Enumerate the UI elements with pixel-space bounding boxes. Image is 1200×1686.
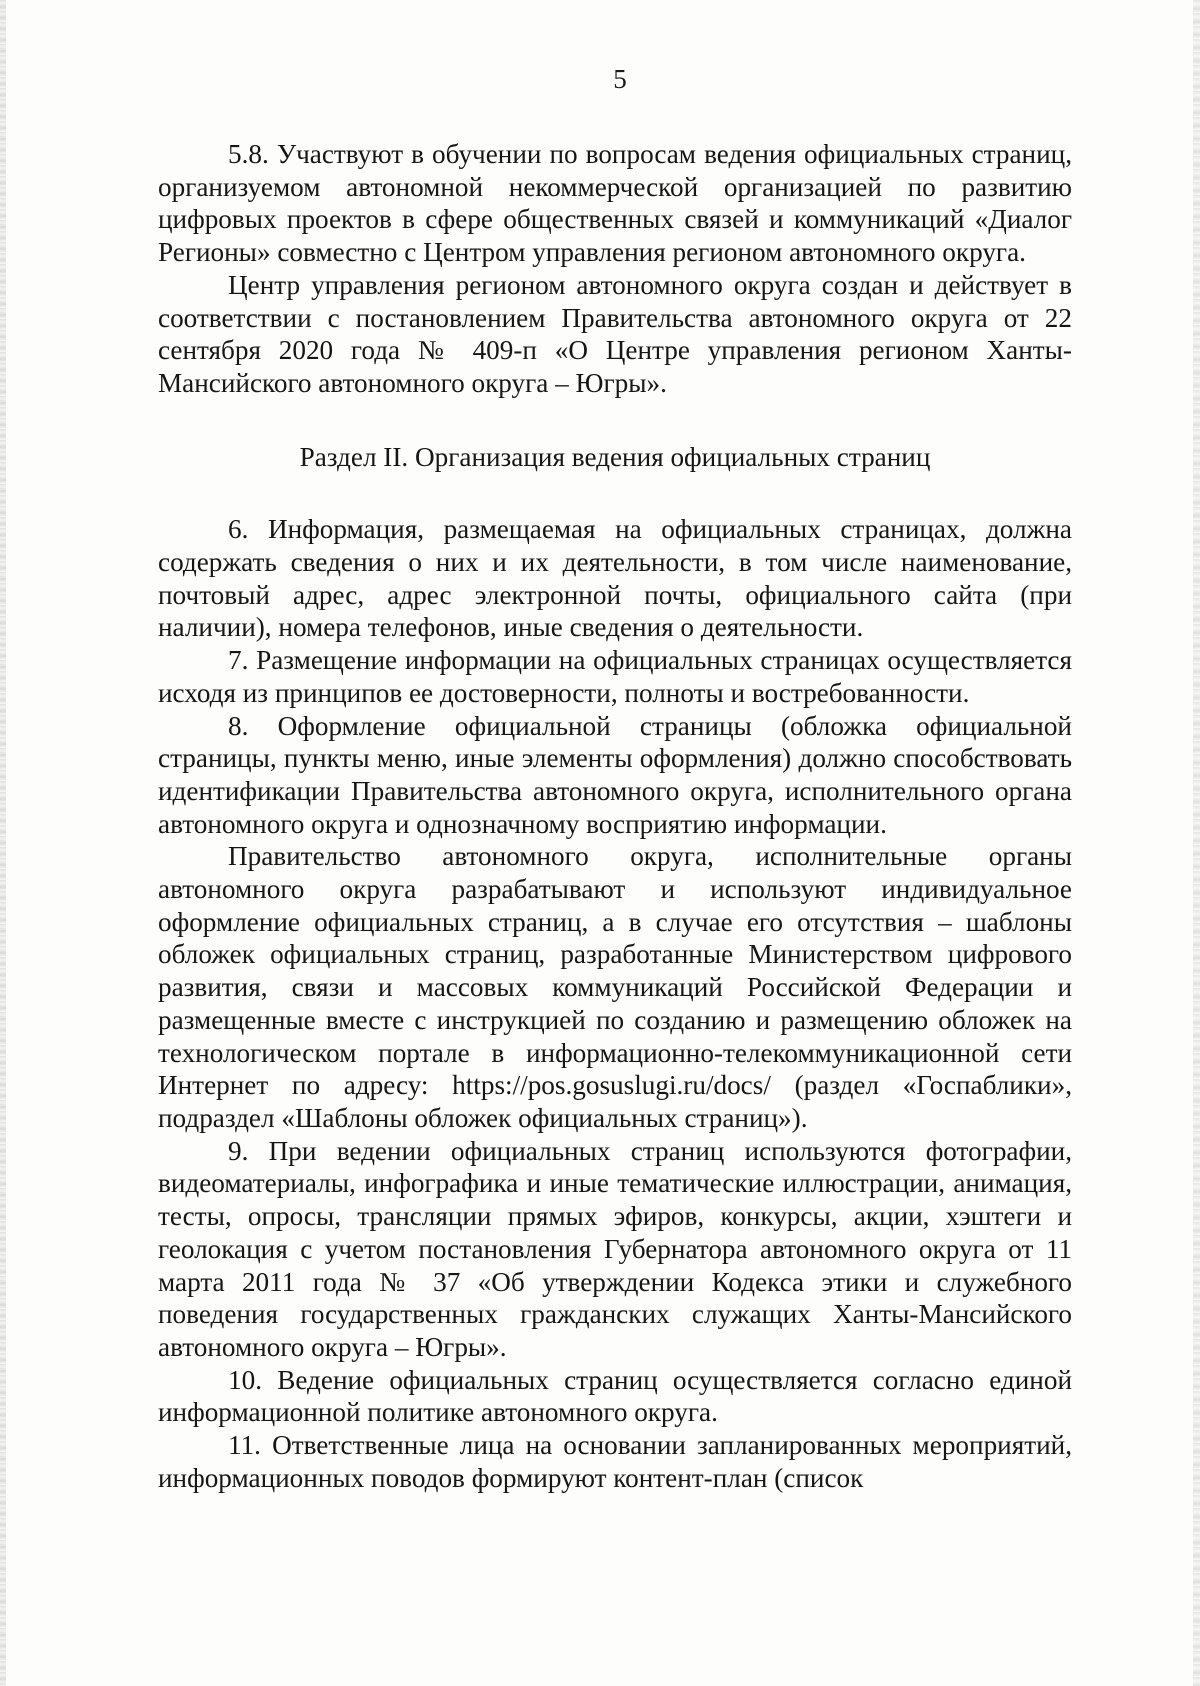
scan-edge-left — [0, 0, 6, 1686]
paragraph-8: 8. Оформление официальной страницы (обложка официальной страницы, пункты меню, иные элементы оформления) должно способствовать идентификации Правительства автономного округа, исполнительного органа автономного округа и однозначному восприятию информации. — [158, 710, 1072, 839]
scan-edge-right — [1193, 0, 1200, 1686]
paragraph-center-info: Центр управления регионом автономного округа создан и действует в соответствии с постановлением Правительства автономного округа от 22 сентября 2020 года № 409-п «О Центре управления регионом Ханты-Мансийского автономного округа – Югры». — [158, 269, 1072, 398]
paragraph-6: 6. Информация, размещаемая на официальных страницах, должна содержать сведения о них и их деятельности, в том числе наименование, почтовый адрес, адрес электронной почты, официального сайта (при наличии), номера телефонов, иные сведения о деятельности. — [158, 514, 1072, 643]
paragraph-10: 10. Ведение официальных страниц осуществляется согласно единой информационной политике автономного округа. — [158, 1364, 1072, 1428]
paragraph-11: 11. Ответственные лица на основании запланированных мероприятий, информационных поводов формируют контент-план (список — [158, 1430, 1072, 1493]
paragraph-7: 7. Размещение информации на официальных страницах осуществляется исходя из принципов ее достоверности, полноты и востребованности. — [158, 645, 1072, 708]
section-heading-wrap — [158, 400, 1072, 514]
paragraph-8-continued: Правительство автономного округа, исполнительные органы автономного округа разрабатывают и используют индивидуальное оформление официальных страниц, а в случае его отсутствия – шаблоны обложек официальных страниц, разработанные Министерством цифрового развития, связи и массовых коммуникаций Российской Федерации и размещенные вместе с инструкцией по созданию и размещению обложек на технологическом портале в информационно-телекоммуникационной сети Интернет по адресу: https://pos.gosuslugi.ru/docs/ (раздел «Госпаблики», подраздел «Шаблоны обложек официальных страниц»). — [158, 841, 1072, 1133]
paragraph-5-8: 5.8. Участвуют в обучении по вопросам ведения официальных страниц, организуемом автономной некоммерческой организацией по развитию цифровых проектов в сфере общественных связей и коммуникаций «Диалог Регионы» совместно с Центром управления регионом автономного округа. — [158, 139, 1072, 268]
paragraph-9: 9. При ведении официальных страниц используются фотографии, видеоматериалы, инфографика и иные тематические иллюстрации, анимация, тесты, опросы, трансляции прямых эфиров, конкурсы, акции, хэштеги и геолокация с учетом постановления Губернатора автономного округа от 11 марта 2011 года № 37 «Об утверждении Кодекса этики и служебного поведения государственных гражданских служащих Ханты-Мансийского автономного округа – Югры». — [158, 1135, 1072, 1362]
page-number: 5 — [613, 64, 627, 94]
document-body — [158, 138, 1072, 1494]
section-heading: Раздел II. Организация ведения официальных страниц — [299, 441, 931, 472]
